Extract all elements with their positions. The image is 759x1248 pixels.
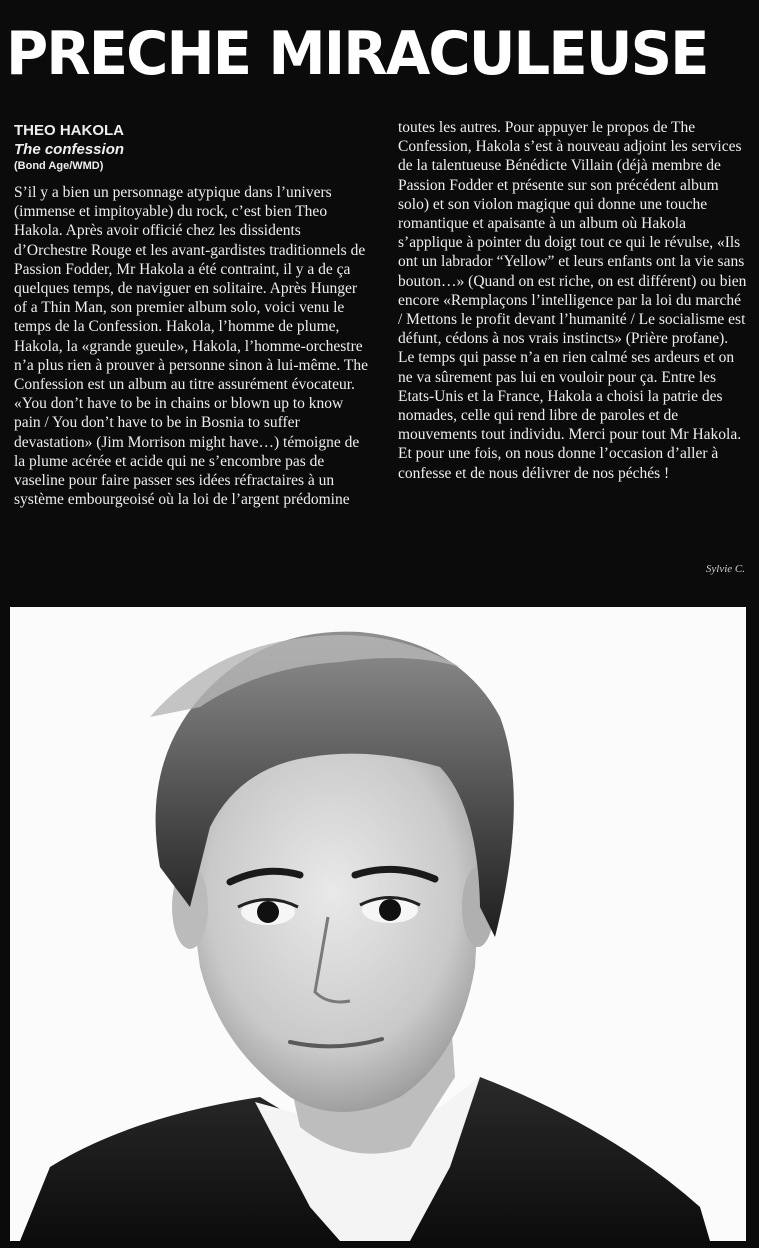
author-signature: Sylvie C.: [705, 563, 745, 575]
article-column-right: [398, 118, 748, 483]
album-title: The confession: [14, 141, 125, 158]
review-paragraph-left: S’il y a bien un personnage atypique dans l’univers (immense et impitoyable) du rock, c’est bien Theo Hakola. Après avoir officié chez les dissidents d’Orchestre Rouge et les avant-gardistes traditionnels de Passion Fodder, Mr Hakola a été contraint, il y a de ça quelques temps, de naviguer en solitaire. Après Hunger of a Thin Man, son premier album solo, voici venu le temps de la Confession. Hakola, l’homme de plume, Hakola, la «grande gueule», Hakola, l’homme-orchestre n’a plus rien à prouver à personne sinon à lui-même. The Confession est un album au titre assurément évocateur. «You don’t have to be in chains or blown up to know pain / You don’t have to be in Bosnia to suffer devastation» (Jim Morrison might have…) témoigne de la plume acérée et acide qui ne s’encombre pas de vaseline pour faire passer ses idées réfractaires à un système embourgeoisé où la loi de l’argent prédomine: [14, 184, 368, 509]
artist-name: THEO HAKOLA: [14, 122, 124, 139]
review-paragraph-right: toutes les autres. Pour appuyer le propos de The Confession, Hakola s’est à nouveau adjoint les services de la talentueuse Bénédicte Villain (déjà membre de Passion Fodder et présente sur son précédent album solo) et son violon magique qui donne une touche romantique et apaisante à un album où Hakola s’applique à pointer du doigt tout ce qui le révulse, «Ils ont un labrador “Yellow” et leurs enfants ont la vie sans bouton…» (Quand on est riche, on est différent) ou bien encore «Remplaçons l’intelligence par la loi du marché / Mettons le profit devant l’humanité / Le socialisme est défunt, cédons à nos vrais instincts» (Prière profane). Le temps qui passe n’a en rien calmé ses ardeurs et on ne va sûrement pas lui en vouloir pour ça. Entre les Etats-Unis et la France, Hakola a choisi la patrie des nomades, celle qui rend libre de paroles et de mouvements tout individu. Merci pour tout Mr Hakola. Et pour une fois, on nous donne l’occasion d’aller à confesse et de nous délivrer de nos péchés !: [398, 119, 747, 482]
portrait-illustration: [10, 607, 746, 1241]
page-headline: PRECHE MIRACULEUSE: [6, 19, 708, 89]
artist-portrait-photo: [10, 607, 746, 1241]
article-column-left: [14, 118, 370, 509]
record-label: (Bond Age/WMD): [14, 160, 104, 172]
